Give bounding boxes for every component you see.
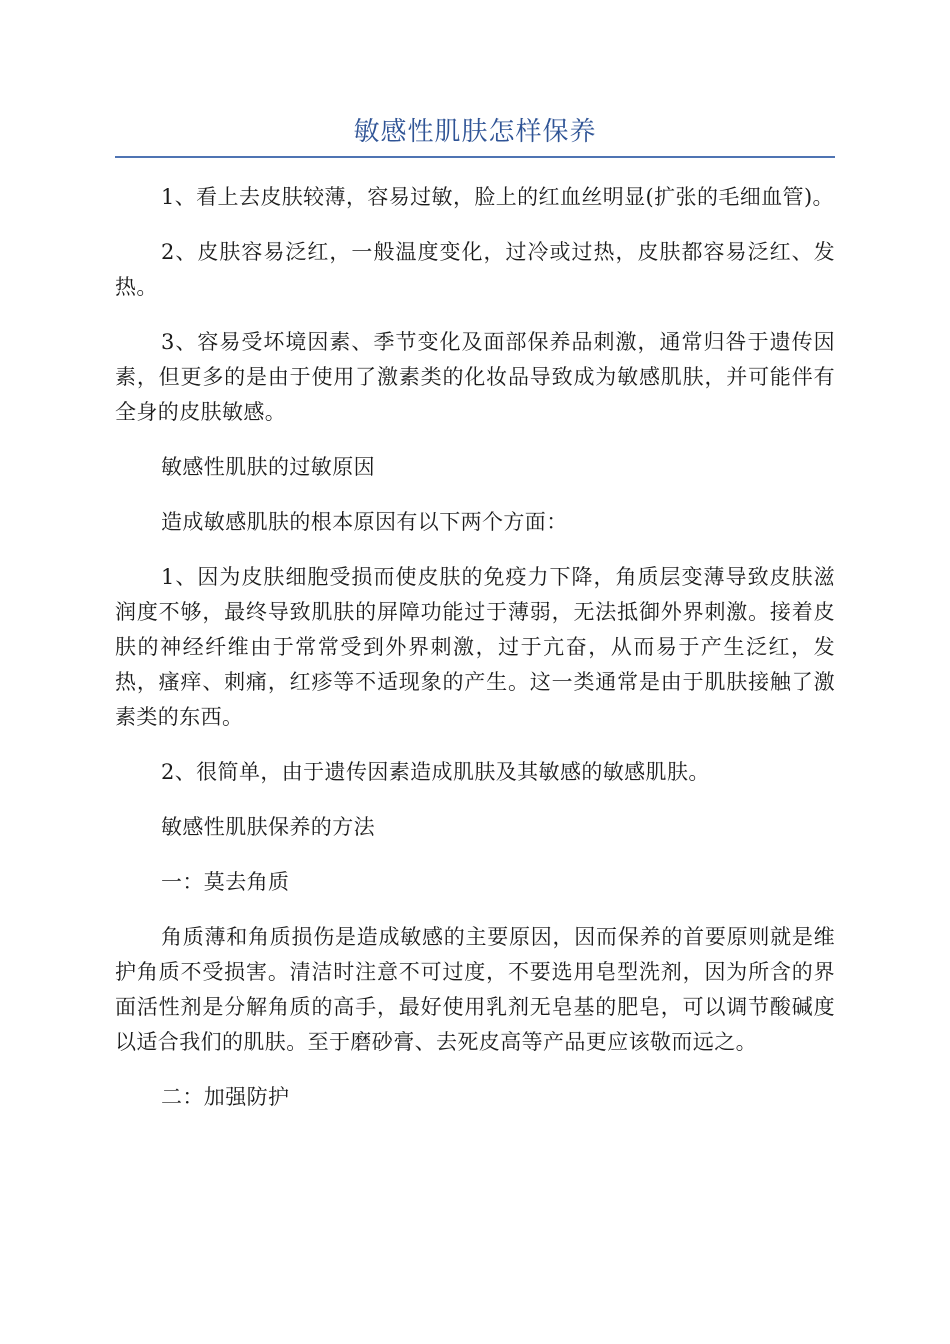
paragraph-causes-intro: 造成敏感肌肤的根本原因有以下两个方面： — [161, 510, 568, 534]
paragraph-method-1: 角质薄和角质损伤是造成敏感的主要原因，因而保养的首要原则就是维护角质不受损害。清洁时注意不可过度，不要选用皂型洗剂，因为所含的界面活性剂是分解角质的高手，最好使用乳剂无皂基的肥皂，可以调节酸碱度以适合我们的肌肤。至于磨砂膏、去死皮高等产品更应该敬而远之。 — [115, 925, 835, 1054]
document-title: 敏感性肌肤怎样保养 — [115, 110, 835, 158]
paragraph-cause-2: 2、很简单，由于遗传因素造成肌肤及其敏感的敏感肌肤。 — [161, 760, 710, 784]
subheading-method-2: 二：加强防护 — [161, 1085, 290, 1109]
paragraph-symptom-1: 1、看上去皮肤较薄，容易过敏，脸上的红血丝明显(扩张的毛细血管)。 — [161, 185, 834, 209]
document-body — [115, 180, 835, 1115]
section-heading-methods: 敏感性肌肤保养的方法 — [161, 815, 375, 839]
paragraph-cause-1: 1、因为皮肤细胞受损而使皮肤的免疫力下降，角质层变薄导致皮肤滋润度不够，最终导致肌肤的屏障功能过于薄弱，无法抵御外界刺激。接着皮肤的神经纤维由于常常受到外界刺激，过于亢奋，从而易于产生泛红，发热，瘙痒、刺痛，红疹等不适现象的产生。这一类通常是由于肌肤接触了激素类的东西。 — [115, 565, 835, 729]
paragraph-symptom-3: 3、容易受坏境因素、季节变化及面部保养品刺激，通常归咎于遗传因素，但更多的是由于使用了激素类的化妆品导致成为敏感肌肤，并可能伴有全身的皮肤敏感。 — [115, 330, 835, 424]
paragraph-symptom-2: 2、皮肤容易泛红，一般温度变化，过冷或过热，皮肤都容易泛红、发热。 — [115, 240, 835, 299]
subheading-method-1: 一：莫去角质 — [161, 870, 290, 894]
document-page — [115, 110, 835, 1135]
section-heading-causes: 敏感性肌肤的过敏原因 — [161, 455, 375, 479]
